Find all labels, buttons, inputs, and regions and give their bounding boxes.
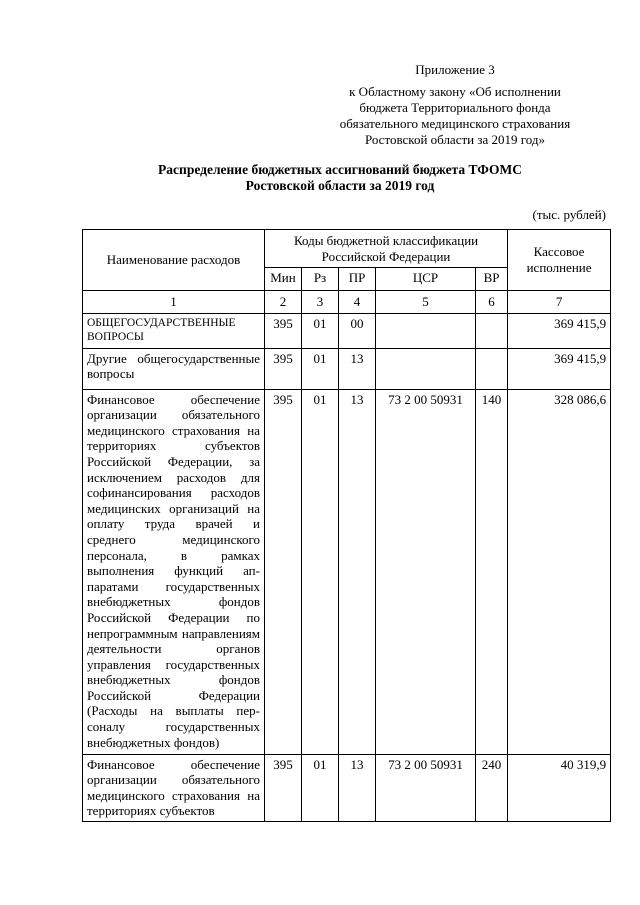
header-pr: ПР	[339, 268, 376, 291]
header-execution: Кассовое исполнение	[508, 230, 611, 291]
row-amount: 328 086,6	[508, 389, 611, 754]
row-csr: 73 2 00 50931	[376, 389, 476, 754]
header-csr: ЦСР	[376, 268, 476, 291]
row-csr	[376, 313, 476, 348]
row-rz: 01	[302, 754, 339, 821]
row-name: ОБЩЕГОСУДАРСТВЕННЫЕ ВОПРОСЫ	[83, 313, 265, 348]
column-numbers-row	[83, 291, 611, 314]
row-name: Другие общегосударственные вопросы	[83, 348, 265, 389]
row-amount: 369 415,9	[508, 313, 611, 348]
appendix-line-4: Ростовской области за 2019 год»	[364, 132, 546, 147]
row-pr: 13	[339, 389, 376, 754]
row-rz: 01	[302, 389, 339, 754]
row-vr	[476, 313, 508, 348]
row-amount: 40 319,9	[508, 754, 611, 821]
units-label: (тыс. рублей)	[532, 207, 606, 222]
appendix-line-3: обязательного медицинского страхования	[339, 116, 571, 131]
row-csr	[376, 348, 476, 389]
column-number: 4	[339, 291, 376, 314]
column-number: 6	[476, 291, 508, 314]
column-number: 5	[376, 291, 476, 314]
appendix-title: Приложение 3	[415, 62, 495, 77]
row-min: 395	[265, 348, 302, 389]
column-number: 3	[302, 291, 339, 314]
row-vr: 240	[476, 754, 508, 821]
row-name: Финансовое обеспечение организации обязательного медицинского страхования на территориях субъектов	[83, 754, 265, 821]
row-csr: 73 2 00 50931	[376, 754, 476, 821]
budget-table	[82, 229, 611, 822]
table-header-row	[83, 230, 611, 268]
row-rz: 01	[302, 313, 339, 348]
header-name: Наименование расходов	[83, 230, 265, 291]
header-codes: Коды бюджетной классификации Российской Федерации	[265, 230, 508, 268]
document-title	[80, 162, 600, 194]
table-row	[83, 313, 611, 348]
header-rz: Рз	[302, 268, 339, 291]
document-title-line-2: Ростовской области за 2019 год	[245, 178, 435, 193]
column-number: 1	[83, 291, 265, 314]
row-vr	[476, 348, 508, 389]
header-vr: ВР	[476, 268, 508, 291]
table-row	[83, 389, 611, 754]
appendix-line-2: бюджета Территориального фонда	[359, 100, 551, 115]
row-pr: 13	[339, 754, 376, 821]
row-min: 395	[265, 389, 302, 754]
column-number: 7	[508, 291, 611, 314]
row-vr: 140	[476, 389, 508, 754]
table-row	[83, 754, 611, 821]
row-pr: 00	[339, 313, 376, 348]
row-amount: 369 415,9	[508, 348, 611, 389]
row-name: Финансовое обеспечение организации обязательного медицинского страхования на территориях субъектов Российской Федерации, за исключением расходов для софинансирования расходов медицинских организаций на оплату труда врачей и среднего медицинского персонала, в рамках выполнения функций аппаратами государственных внебюджетных фондов Российской Федерации по непрограммным направлениям деятельности органов управления государственных внебюджетных фондов Российской Федерации (Расходы на выплаты персоналу государственных внебюджетных фондов)	[83, 389, 265, 754]
appendix-block	[300, 62, 610, 148]
appendix-line-1: к Областному закону «Об исполнении	[349, 84, 561, 99]
row-min: 395	[265, 754, 302, 821]
table-row	[83, 348, 611, 389]
row-min: 395	[265, 313, 302, 348]
header-min: Мин	[265, 268, 302, 291]
column-number: 2	[265, 291, 302, 314]
row-rz: 01	[302, 348, 339, 389]
document-title-line-1: Распределение бюджетных ассигнований бюджета ТФОМС	[158, 162, 522, 177]
row-pr: 13	[339, 348, 376, 389]
